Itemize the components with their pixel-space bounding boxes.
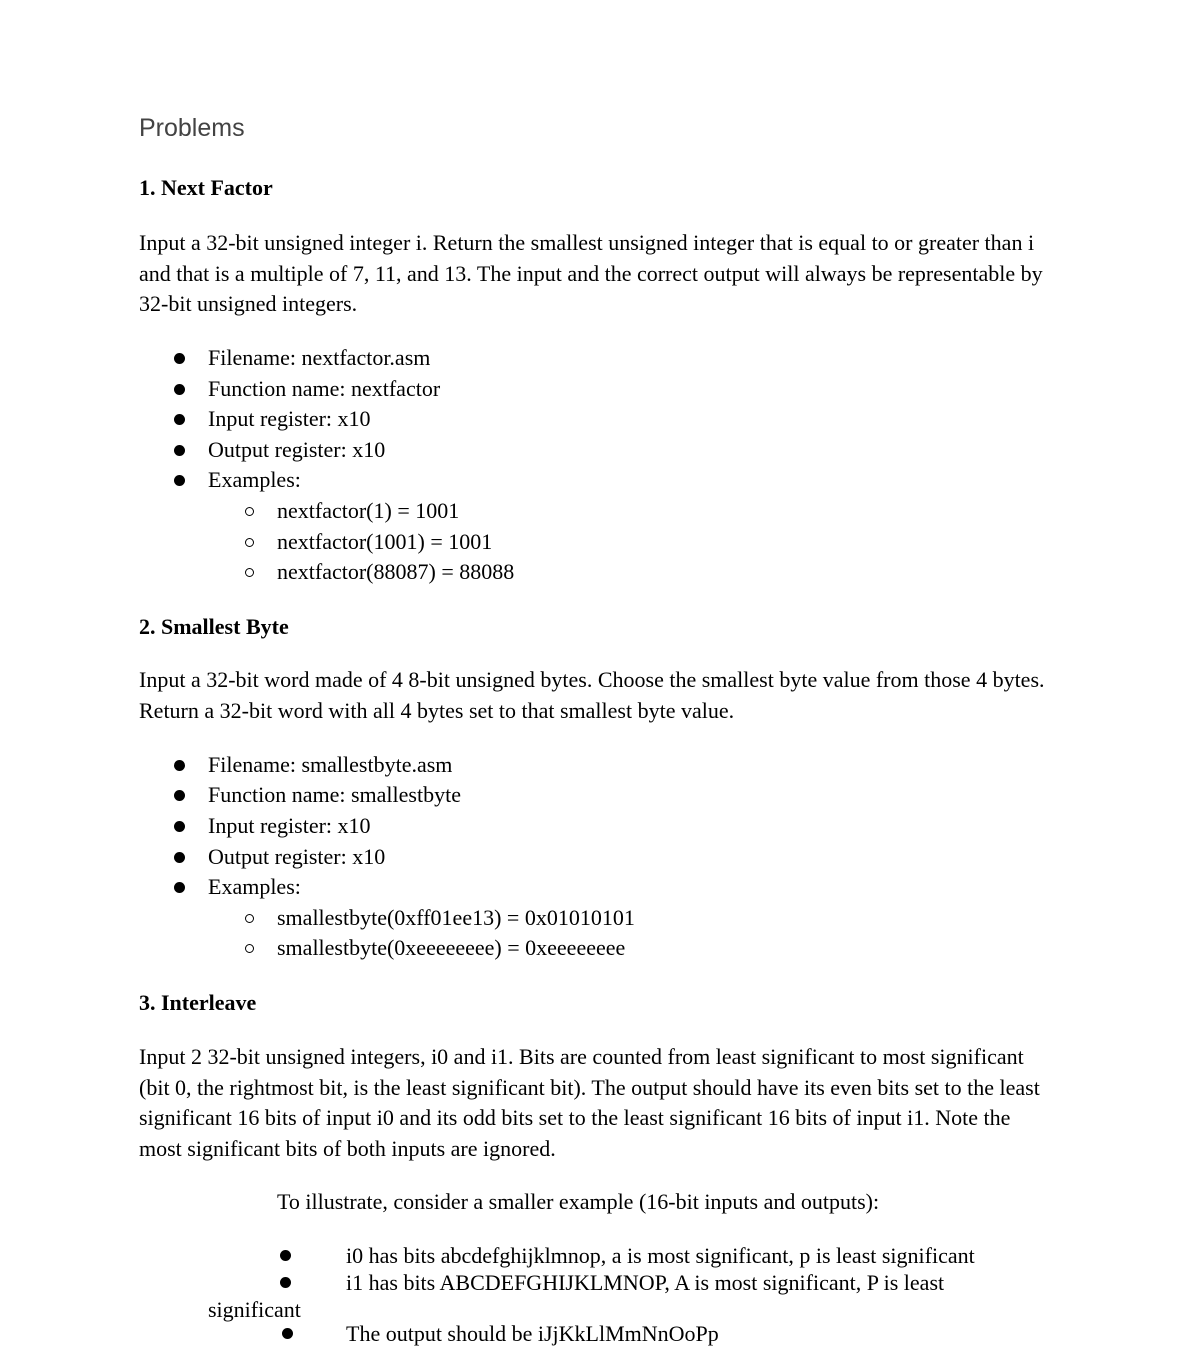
bullet-icon: [174, 882, 185, 893]
problem-3-description: Input 2 32-bit unsigned integers, i0 and i1. Bits are counted from least significant to most significant (bit 0, the rightmost bit, is the least significant bit). The output should have its even bits set to the least significant 16 bits of input i0 and its odd bits set to the least significant 16 bits of input i1. Note the most significant bits of both inputs are ignored.: [139, 1044, 1040, 1161]
hollow-bullet-icon: [245, 507, 254, 516]
problem-1-example-1: nextfactor(1) = 1001: [277, 498, 460, 523]
bullet-icon: [174, 384, 185, 395]
bullet-icon: [174, 414, 185, 425]
problem-1-heading: 1. Next Factor: [139, 175, 273, 200]
problem-2-function-name: Function name: smallestbyte: [208, 782, 461, 807]
problem-2-heading: 2. Smallest Byte: [139, 614, 289, 639]
problem-2-description: Input a 32-bit word made of 4 8-bit unsigned bytes. Choose the smallest byte value from those 4 bytes. Return a 32-bit word with all 4 bytes set to that smallest byte value.: [139, 667, 1045, 723]
problem-2-example-2: smallestbyte(0xeeeeeeee) = 0xeeeeeeee: [277, 935, 626, 960]
illustration-point-2: i1 has bits ABCDEFGHIJKLMNOP, A is most significant, P is least: [346, 1270, 945, 1295]
problem-2-output-register: Output register: x10: [208, 844, 386, 869]
problem-1-examples-label: Examples:: [208, 467, 301, 492]
problem-2-filename: Filename: smallestbyte.asm: [208, 752, 453, 777]
bullet-icon: [174, 821, 185, 832]
problem-2-example-1: smallestbyte(0xff01ee13) = 0x01010101: [277, 905, 635, 930]
problem-1-filename: Filename: nextfactor.asm: [208, 345, 431, 370]
problem-3-heading: 3. Interleave: [139, 990, 257, 1015]
bullet-icon: [282, 1328, 293, 1339]
bullet-icon: [174, 852, 185, 863]
illustration-intro: To illustrate, consider a smaller example (16-bit inputs and outputs):: [277, 1189, 880, 1214]
problem-1-example-3: nextfactor(88087) = 88088: [277, 559, 515, 584]
bullet-icon: [174, 353, 185, 364]
problem-1-example-2: nextfactor(1001) = 1001: [277, 529, 493, 554]
bullet-icon: [174, 790, 185, 801]
section-title: Problems: [139, 114, 245, 142]
bullet-icon: [280, 1277, 291, 1288]
wrapped-word: significant: [208, 1297, 301, 1322]
problem-1-input-register: Input register: x10: [208, 406, 371, 431]
bullet-icon: [280, 1250, 291, 1261]
problem-1-function-name: Function name: nextfactor: [208, 376, 441, 401]
hollow-bullet-icon: [245, 538, 254, 547]
problem-2-examples-label: Examples:: [208, 874, 301, 899]
bullet-icon: [174, 445, 185, 456]
hollow-bullet-icon: [245, 944, 254, 953]
illustration-point-3-cutoff: The output should be iJjKkLlMmNnOoPp: [346, 1321, 719, 1346]
illustration-point-1: i0 has bits abcdefghijklmnop, a is most significant, p is least significant: [346, 1243, 975, 1268]
problem-2-input-register: Input register: x10: [208, 813, 371, 838]
hollow-bullet-icon: [245, 568, 254, 577]
problem-1-output-register: Output register: x10: [208, 437, 386, 462]
hollow-bullet-icon: [245, 914, 254, 923]
bullet-icon: [174, 475, 185, 486]
bullet-icon: [174, 760, 185, 771]
problem-1-description: Input a 32-bit unsigned integer i. Return the smallest unsigned integer that is equal to or greater than i and that is a multiple of 7, 11, and 13. The input and the correct output will always be representable by 32-bit unsigned integers.: [139, 230, 1043, 316]
